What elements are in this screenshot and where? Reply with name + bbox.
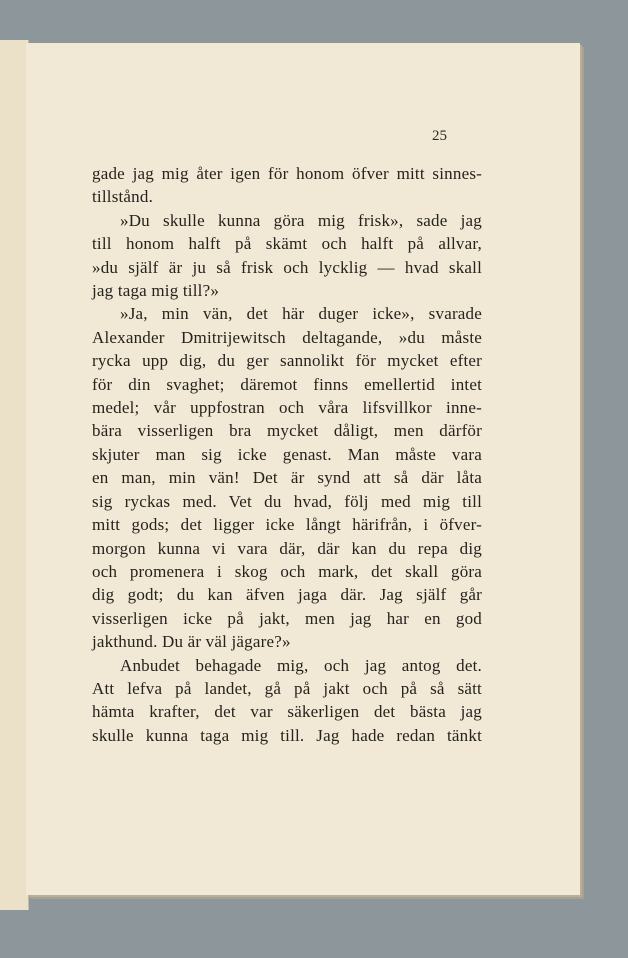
text-line: »du själf är ju så frisk och lycklig — hvad skall: [92, 257, 482, 277]
text-line: Att lefva på landet, gå på jakt och på så sätt: [92, 678, 482, 698]
text-line: skulle kunna taga mig till. Jag hade redan tänkt: [92, 725, 482, 745]
text-line: jag taga mig till?»: [92, 281, 220, 301]
page-number: 25: [432, 128, 447, 144]
text-line: tillstånd.: [92, 187, 154, 207]
text-line: dig godt; du kan äfven jaga där. Jag själf går: [92, 585, 482, 605]
text-line: »Ja, min vän, det här duger icke», svarade: [120, 304, 482, 324]
text-line: för din svaghet; däremot finns emellertid intet: [92, 374, 482, 394]
text-line: Anbudet behagade mig, och jag antog det.: [120, 655, 482, 675]
body-text: [92, 162, 482, 747]
text-line: sig ryckas med. Vet du hvad, följ med mig till: [92, 491, 482, 511]
text-line: en man, min vän! Det är synd att så där låta: [92, 468, 482, 488]
text-line: morgon kunna vi vara där, där kan du repa dig: [92, 538, 482, 558]
text-line: Alexander Dmitrijewitsch deltagande, »du måste: [92, 327, 482, 347]
text-line: »Du skulle kunna göra mig frisk», sade jag: [120, 210, 482, 230]
left-page-edge: [0, 40, 29, 910]
text-line: bära visserligen bra mycket dåligt, men därför: [92, 421, 482, 441]
text-line: till honom halft på skämt och halft på allvar,: [92, 234, 482, 254]
text-line: medel; vår uppfostran och våra lifsvillkor inne-: [92, 398, 482, 418]
text-line: rycka upp dig, du ger sannolikt för mycket efter: [92, 351, 482, 371]
text-line: jakthund. Du är väl jägare?»: [92, 632, 291, 652]
text-line: visserligen icke på jakt, men jag har en god: [92, 608, 482, 628]
text-line: skjuter man sig icke genast. Man måste vara: [92, 444, 482, 464]
text-line: mitt gods; det ligger icke långt härifrån, i öfver-: [92, 515, 482, 535]
text-line: gade jag mig åter igen för honom öfver mitt sinnes-: [92, 164, 482, 183]
text-line: och promenera i skog och mark, det skall göra: [92, 561, 482, 581]
text-line: hämta krafter, det var säkerligen det bästa jag: [92, 702, 482, 722]
